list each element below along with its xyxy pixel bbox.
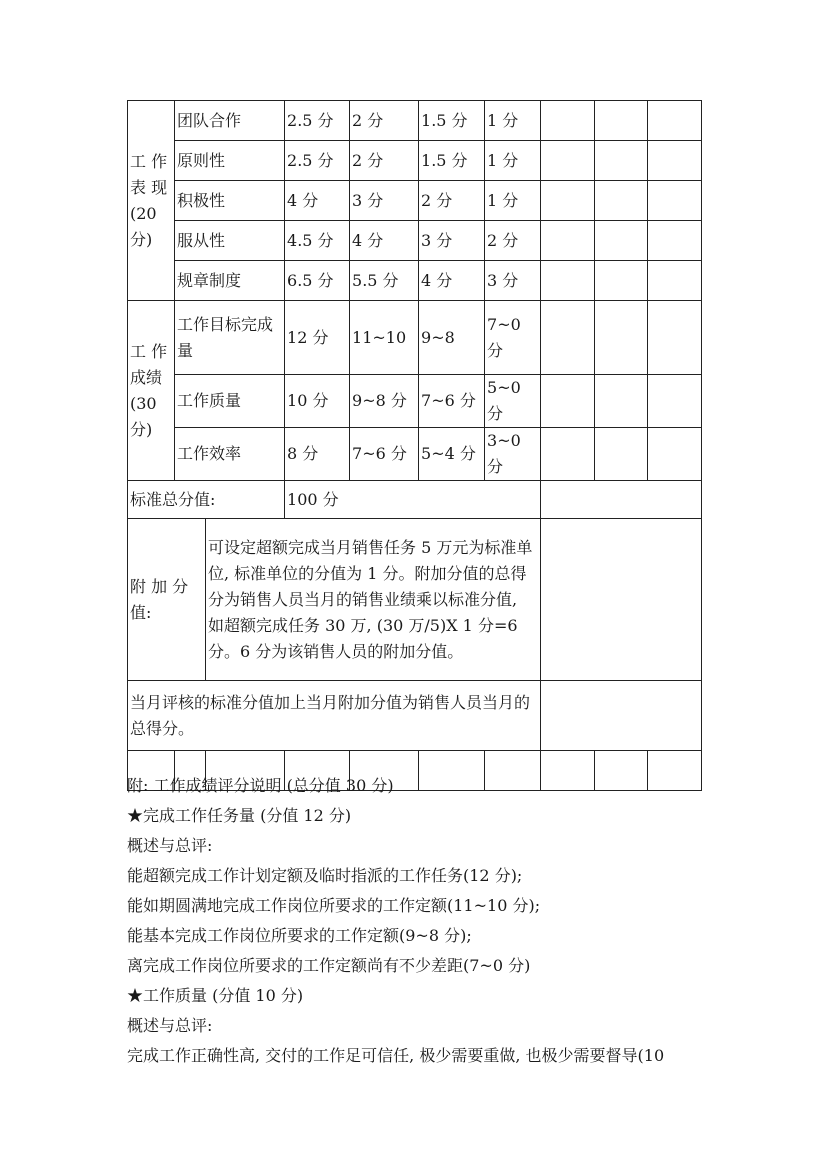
score-cell: 12 分 xyxy=(285,301,350,375)
score-cell: 2.5 分 xyxy=(285,141,350,181)
notes-line: 能基本完成工作岗位所要求的工作定额(9~8 分); xyxy=(127,926,472,945)
score-cell: 11~10 xyxy=(350,301,419,375)
score-cell: 3 分 xyxy=(485,261,541,301)
empty-cell xyxy=(541,681,702,751)
score-cell: 2 分 xyxy=(419,181,485,221)
empty-cell xyxy=(595,428,648,481)
empty-cell xyxy=(595,101,648,141)
item-cell: 原则性 xyxy=(175,141,285,181)
score-cell: 10 分 xyxy=(285,375,350,428)
score-cell: 2 分 xyxy=(350,101,419,141)
empty-cell xyxy=(648,141,702,181)
item-cell: 工作目标完成量 xyxy=(175,301,285,375)
bonus-text: 可设定超额完成当月销售任务 5 万元为标准单位, 标准单位的分值为 1 分。附加分值的总得分为销售人员当月的销售业绩乘以标准分值, 如超额完成任务 30 万, (30 万/5)X 1 分=6 分。6 分为该销售人员的附加分值。 xyxy=(206,519,541,681)
assessment-table xyxy=(127,100,702,791)
empty-cell xyxy=(595,181,648,221)
empty-cell xyxy=(541,221,595,261)
notes-line: 概述与总评: xyxy=(127,1016,213,1035)
empty-cell xyxy=(648,428,702,481)
score-cell: 9~8 分 xyxy=(350,375,419,428)
score-cell: 2.5 分 xyxy=(285,101,350,141)
item-cell: 团队合作 xyxy=(175,101,285,141)
score-cell: 5.5 分 xyxy=(350,261,419,301)
empty-cell xyxy=(648,261,702,301)
item-cell: 积极性 xyxy=(175,181,285,221)
table-row xyxy=(128,181,702,221)
score-cell: 4 分 xyxy=(285,181,350,221)
table-row xyxy=(128,261,702,301)
empty-cell xyxy=(648,181,702,221)
score-cell: 3 分 xyxy=(350,181,419,221)
table-row xyxy=(128,375,702,428)
table-row xyxy=(128,101,702,141)
table-row xyxy=(128,301,702,375)
score-cell: 8 分 xyxy=(285,428,350,481)
item-cell: 规章制度 xyxy=(175,261,285,301)
item-cell: 服从性 xyxy=(175,221,285,261)
group-label-performance: 工 作 表 现 (20 分) xyxy=(128,101,175,301)
score-cell: 5~4 分 xyxy=(419,428,485,481)
empty-cell xyxy=(541,301,595,375)
score-cell: 3~0 分 xyxy=(485,428,541,481)
score-cell: 2 分 xyxy=(350,141,419,181)
score-cell: 7~0 分 xyxy=(485,301,541,375)
score-cell: 1 分 xyxy=(485,181,541,221)
scoring-notes xyxy=(127,771,717,1071)
score-cell: 1 分 xyxy=(485,141,541,181)
table-row xyxy=(128,428,702,481)
table-row xyxy=(128,221,702,261)
total-label: 标准总分值: xyxy=(128,481,285,519)
empty-cell xyxy=(595,261,648,301)
section-title: ★完成工作任务量 (分值 12 分) xyxy=(127,806,352,825)
score-cell: 4 分 xyxy=(419,261,485,301)
total-value: 100 分 xyxy=(285,481,541,519)
final-score-text: 当月评核的标准分值加上当月附加分值为销售人员当月的总得分。 xyxy=(128,681,541,751)
empty-cell xyxy=(595,375,648,428)
table-row xyxy=(128,681,702,751)
section-title: ★工作质量 (分值 10 分) xyxy=(127,986,304,1005)
empty-cell xyxy=(541,261,595,301)
empty-cell xyxy=(648,375,702,428)
item-cell: 工作质量 xyxy=(175,375,285,428)
empty-cell xyxy=(648,101,702,141)
score-cell: 4.5 分 xyxy=(285,221,350,261)
score-cell: 9~8 xyxy=(419,301,485,375)
notes-line: 能如期圆满地完成工作岗位所要求的工作定额(11~10 分); xyxy=(127,896,541,915)
score-cell: 1 分 xyxy=(485,101,541,141)
score-cell: 7~6 分 xyxy=(350,428,419,481)
score-cell: 6.5 分 xyxy=(285,261,350,301)
item-cell: 工作效率 xyxy=(175,428,285,481)
empty-cell xyxy=(595,141,648,181)
score-cell: 1.5 分 xyxy=(419,101,485,141)
empty-cell xyxy=(541,428,595,481)
empty-cell xyxy=(648,221,702,261)
empty-cell xyxy=(541,375,595,428)
empty-cell xyxy=(541,141,595,181)
empty-cell xyxy=(541,519,702,681)
notes-line: 离完成工作岗位所要求的工作定额尚有不少差距(7~0 分) xyxy=(127,956,531,975)
notes-heading: 附: 工作成绩评分说明 (总分值 30 分) xyxy=(127,776,394,795)
score-cell: 3 分 xyxy=(419,221,485,261)
empty-cell xyxy=(595,301,648,375)
score-cell: 1.5 分 xyxy=(419,141,485,181)
score-cell: 7~6 分 xyxy=(419,375,485,428)
empty-cell xyxy=(648,301,702,375)
empty-cell xyxy=(595,221,648,261)
notes-line: 能超额完成工作计划定额及临时指派的工作任务(12 分); xyxy=(127,866,523,885)
table-row xyxy=(128,519,702,681)
notes-line: 概述与总评: xyxy=(127,836,213,855)
score-cell: 2 分 xyxy=(485,221,541,261)
score-cell: 5~0 分 xyxy=(485,375,541,428)
score-cell: 4 分 xyxy=(350,221,419,261)
bonus-label: 附 加 分 值: xyxy=(128,519,206,681)
empty-cell xyxy=(541,101,595,141)
empty-cell xyxy=(541,481,702,519)
notes-line: 完成工作正确性高, 交付的工作足可信任, 极少需要重做, 也极少需要督导(10 xyxy=(127,1046,665,1065)
group-label-results: 工 作 成绩 (30 分) xyxy=(128,301,175,481)
table-row xyxy=(128,481,702,519)
table-row xyxy=(128,141,702,181)
empty-cell xyxy=(541,181,595,221)
